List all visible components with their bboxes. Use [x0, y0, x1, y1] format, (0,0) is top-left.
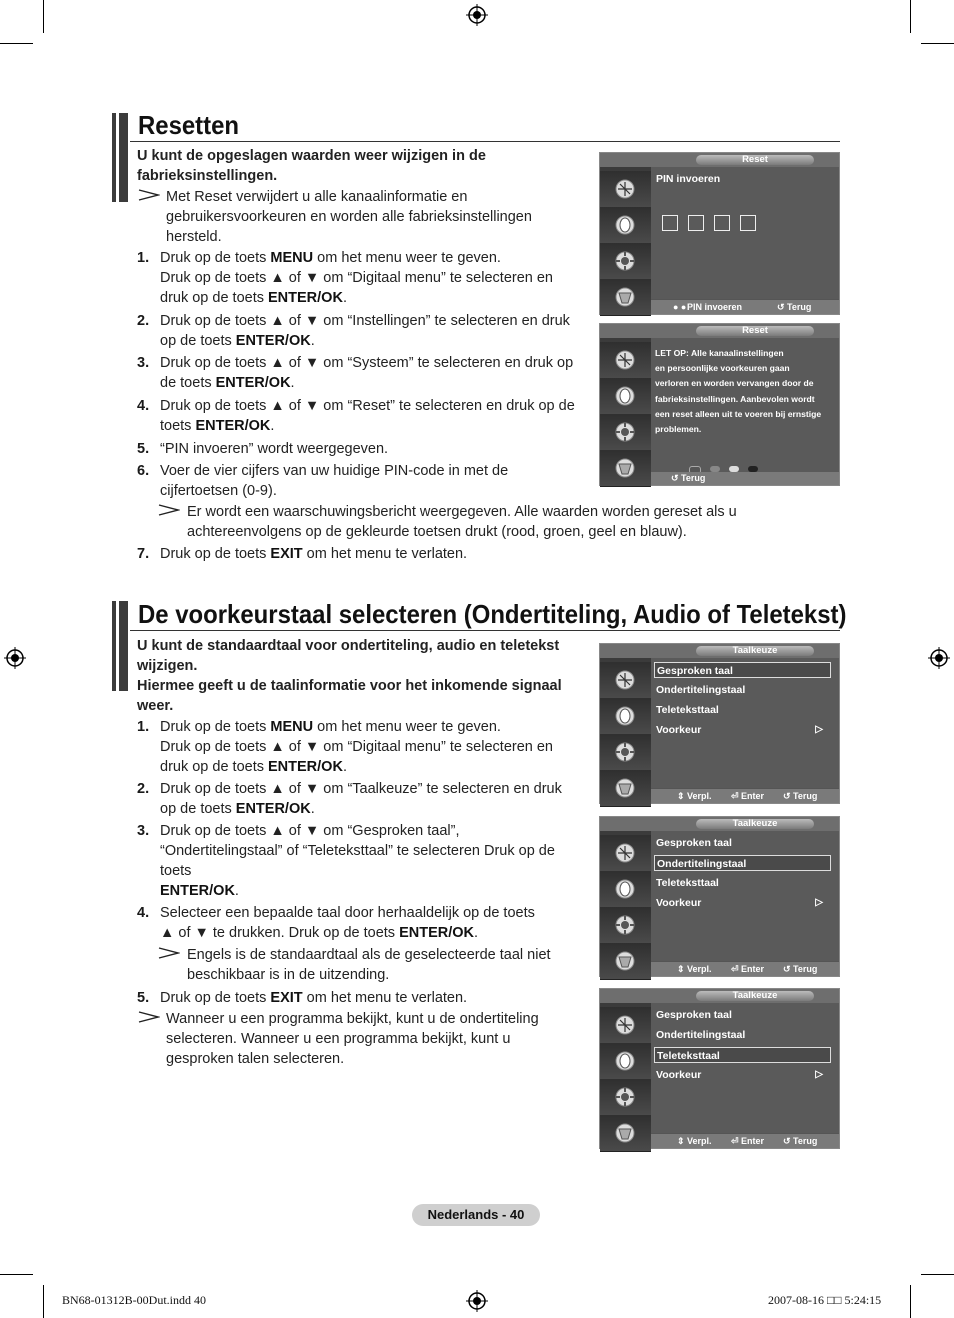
- channel-icon: [600, 734, 651, 771]
- channel-icon: [600, 907, 651, 944]
- return-icon: ↺: [777, 302, 785, 312]
- picture-icon: [600, 662, 651, 699]
- step-number: 5.: [137, 990, 150, 1006]
- osd-sidebar: [600, 1003, 651, 1147]
- step-number: 2.: [137, 781, 150, 797]
- pin-digit-box[interactable]: [662, 215, 678, 231]
- crop-mark: [43, 0, 44, 33]
- osd-language-screen: [599, 643, 840, 804]
- osd-title: Taalkeuze: [696, 819, 814, 829]
- footer-enter: Enter: [741, 964, 765, 974]
- osd-header: [600, 989, 839, 1003]
- registration-mark-icon: [466, 1290, 488, 1312]
- step-text: “PIN invoeren” wordt weergegeven.: [160, 441, 389, 457]
- sound-icon: [600, 1043, 651, 1080]
- crop-mark: [43, 1285, 44, 1318]
- osd-title: Taalkeuze: [696, 646, 814, 656]
- osd-menu: [651, 1003, 839, 1133]
- menu-item-gesproken-taal[interactable]: [654, 1007, 831, 1023]
- osd-reset-pin-screen: [599, 152, 840, 315]
- osd-footer: [651, 962, 839, 976]
- menu-item-label: Teleteksttaal: [656, 877, 719, 889]
- osd-sidebar: [600, 167, 651, 313]
- return-icon: ↺: [783, 964, 791, 974]
- channel-icon: [600, 243, 651, 280]
- enter-icon: ⏎: [731, 791, 739, 801]
- menu-item-gesproken-taal[interactable]: [654, 662, 831, 678]
- menu-item-voorkeur[interactable]: [654, 895, 831, 911]
- osd-sidebar: [600, 658, 651, 802]
- step-number: 4.: [137, 398, 150, 414]
- menu-item-label: Voorkeur: [656, 724, 702, 736]
- pin-digit-box[interactable]: [714, 215, 730, 231]
- footer-move: Verpl.: [687, 791, 712, 801]
- enter-icon: ⏎: [731, 1136, 739, 1146]
- setup-icon: [600, 450, 651, 487]
- osd-header: [600, 817, 839, 831]
- step-text: Druk op de toets ▲ of ▼ om “Systeem” te selecteren en druk op de toets ENTER/OK.: [160, 355, 574, 391]
- step-text: Druk op de toets ▲ of ▼ om “Instellingen” te selecteren en druk op de toets ENTER/OK.: [160, 313, 570, 349]
- print-file-name: BN68-01312B-00Dut.indd 40: [62, 1293, 206, 1307]
- crop-mark: [921, 1274, 954, 1275]
- footer-move: Verpl.: [687, 964, 712, 974]
- numeric-keys-icon: ● ●: [673, 302, 687, 312]
- osd-menu: [651, 658, 839, 788]
- step-text: Voer de vier cijfers van uw huidige PIN-code in met de cijfertoetsen (0-9).: [160, 463, 509, 499]
- setup-icon: [600, 279, 651, 316]
- menu-item-label: Gesproken taal: [657, 665, 733, 677]
- step-text: Druk op de toets MENU om het menu weer te geven. Druk op de toets ▲ of ▼ om “Digitaal menu” te selecteren en druk op de toets ENTER/OK.: [160, 250, 553, 306]
- footer-move: Verpl.: [687, 1136, 712, 1146]
- step-number: 7.: [137, 546, 150, 562]
- step-text: Druk op de toets ▲ of ▼ om “Gesproken taal”, “Ondertitelingstaal” of “Teleteksttaal” te selecteren Druk op de toets ENTER/OK.: [160, 823, 555, 899]
- up-down-icon: ⇕: [677, 964, 685, 974]
- footer-back: Terug: [681, 473, 706, 483]
- menu-item-voorkeur[interactable]: [654, 1067, 831, 1083]
- osd-title: Taalkeuze: [696, 991, 814, 1001]
- step5-text: Druk op de toets EXIT om het menu te verlaten.: [160, 990, 468, 1006]
- crop-mark: [0, 43, 33, 44]
- step-number: 4.: [137, 905, 150, 921]
- osd-menu: [651, 831, 839, 961]
- section-title-voorkeurstaal: De voorkeurstaal selecteren (Ondertiteling, Audio of Teletekst): [138, 599, 847, 629]
- note-arrow-icon: [138, 189, 160, 201]
- step-text: Druk op de toets ▲ of ▼ om “Reset” te selecteren en druk op de toets ENTER/OK.: [160, 398, 575, 434]
- registration-mark-icon: [466, 4, 488, 26]
- print-date: 2007-08-16 □□ 5:24:15: [768, 1293, 882, 1307]
- menu-item-label: Ondertitelingstaal: [656, 684, 746, 696]
- crop-mark: [0, 1274, 33, 1275]
- submenu-arrow-icon: ▷: [815, 897, 823, 908]
- menu-item-voorkeur[interactable]: [654, 722, 831, 738]
- sound-icon: [600, 698, 651, 735]
- osd-footer: [651, 1134, 839, 1148]
- picture-icon: [600, 1007, 651, 1044]
- step-text: Druk op de toets ▲ of ▼ om “Taalkeuze” te selecteren en druk op de toets ENTER/OK.: [160, 781, 562, 817]
- step-text: Selecteer een bepaalde taal door herhaaldelijk op de toets ▲ of ▼ te drukken. Druk op de toets ENTER/OK.: [160, 905, 535, 941]
- picture-icon: [600, 171, 651, 208]
- footer-back: Terug: [793, 964, 818, 974]
- sound-icon: [600, 871, 651, 908]
- sound-icon: [600, 378, 651, 415]
- menu-item-teleteksttaal[interactable]: [654, 1047, 831, 1063]
- setup-icon: [600, 1115, 651, 1152]
- channel-icon: [600, 1079, 651, 1116]
- menu-item-teleteksttaal[interactable]: [654, 702, 831, 718]
- footer-enter: Enter: [741, 791, 765, 801]
- footer-pin: PIN invoeren: [687, 302, 743, 312]
- menu-item-label: Ondertitelingstaal: [657, 858, 747, 870]
- submenu-arrow-icon: ▷: [815, 1069, 823, 1080]
- setup-icon: [600, 770, 651, 807]
- registration-mark-icon: [4, 647, 26, 669]
- osd-language-screen: [599, 816, 840, 977]
- menu-item-label: Teleteksttaal: [657, 1050, 720, 1062]
- osd-sidebar: [600, 338, 651, 484]
- section1-note: Met Reset verwijdert u alle kanaalinformatie en gebruikersvoorkeuren en worden alle fabrieksinstellingen hersteld.: [166, 189, 532, 245]
- note-arrow-icon: [158, 504, 180, 516]
- section-marker-bar: [112, 601, 128, 691]
- footer-enter: Enter: [741, 1136, 765, 1146]
- step-number: 3.: [137, 355, 150, 371]
- footer-back: Terug: [793, 791, 818, 801]
- page-number-badge: Nederlands - 40: [412, 1204, 540, 1226]
- return-icon: ↺: [783, 791, 791, 801]
- return-icon: ↺: [671, 473, 679, 483]
- step-text: Druk op de toets MENU om het menu weer te geven. Druk op de toets ▲ of ▼ om “Digitaal menu” te selecteren en druk op de toets ENTER/OK.: [160, 719, 553, 775]
- registration-mark-icon: [928, 647, 950, 669]
- section2-intro-text: U kunt de standaardtaal voor ondertiteling, audio en teletekst wijzigen. Hiermee geeft u de taalinformatie voor het inkomende signaal weer.: [137, 638, 562, 714]
- osd-footer: [651, 789, 839, 803]
- warning-message: LET OP: Alle kanaalinstellingen en persoonlijke voorkeuren gaan verloren en worden vervangen door de fabrieksinstellingen. Aanbevolen wordt een reset alleen uit te voeren bij ernstige problemen.: [655, 348, 822, 435]
- step-number: 5.: [137, 441, 150, 457]
- osd-language-screen: [599, 988, 840, 1149]
- sound-icon: [600, 207, 651, 244]
- final-note-text: Wanneer u een programma bekijkt, kunt u de ondertiteling selecteren. Wanneer u een programma bekijkt, kunt u gesproken talen selecteren.: [166, 1011, 539, 1067]
- crop-mark: [910, 1285, 911, 1318]
- setup-icon: [600, 943, 651, 980]
- picture-icon: [600, 835, 651, 872]
- menu-item-label: Gesproken taal: [656, 1009, 732, 1021]
- footer-back: Terug: [793, 1136, 818, 1146]
- step-number: 6.: [137, 463, 150, 479]
- note-arrow-icon: [158, 947, 180, 959]
- enter-icon: ⏎: [731, 964, 739, 974]
- section-rule: [130, 630, 840, 631]
- section-marker-bar: [112, 113, 128, 202]
- menu-item-label: Ondertitelingstaal: [656, 1029, 746, 1041]
- up-down-icon: ⇕: [677, 791, 685, 801]
- osd-title: Reset: [696, 155, 814, 165]
- menu-item-gesproken-taal[interactable]: [654, 835, 831, 851]
- step-number: 1.: [137, 719, 150, 735]
- menu-item-ondertitelingstaal[interactable]: [654, 682, 831, 698]
- crop-mark: [921, 43, 954, 44]
- channel-icon: [600, 414, 651, 451]
- footer-back: Terug: [787, 302, 812, 312]
- pin-digit-box[interactable]: [688, 215, 704, 231]
- step6-note-text: Er wordt een waarschuwingsbericht weergegeven. Alle waarden worden gereset als u achtereenvolgens op de gekleurde toetsen drukt (rood, groen, geel en blauw).: [187, 504, 737, 540]
- section-title-resetten: Resetten: [138, 110, 240, 140]
- step-number: 3.: [137, 823, 150, 839]
- osd-header: [600, 644, 839, 658]
- up-down-icon: ⇕: [677, 1136, 685, 1146]
- osd-title: Reset: [696, 326, 814, 336]
- osd-reset-warning-screen: [599, 323, 840, 486]
- step-number: 1.: [137, 250, 150, 266]
- osd-sidebar: [600, 831, 651, 975]
- note-arrow-icon: [138, 1011, 160, 1023]
- pin-digit-box[interactable]: [740, 215, 756, 231]
- menu-item-ondertitelingstaal[interactable]: [654, 855, 831, 871]
- submenu-arrow-icon: ▷: [815, 724, 823, 735]
- step7-text: Druk op de toets EXIT om het menu te verlaten.: [160, 546, 468, 562]
- return-icon: ↺: [783, 1136, 791, 1146]
- picture-icon: [600, 342, 651, 379]
- step4-note-text: Engels is de standaardtaal als de geselecteerde taal niet beschikbaar is in de uitzending.: [187, 947, 551, 983]
- section1-intro: U kunt de opgeslagen waarden weer wijzigen in de fabrieksinstellingen.: [137, 148, 486, 184]
- menu-item-ondertitelingstaal[interactable]: [654, 1027, 831, 1043]
- menu-item-label: Gesproken taal: [656, 837, 732, 849]
- crop-mark: [910, 0, 911, 33]
- menu-item-teleteksttaal[interactable]: [654, 875, 831, 891]
- pin-label: PIN invoeren: [656, 173, 721, 185]
- menu-item-label: Teleteksttaal: [656, 704, 719, 716]
- menu-item-label: Voorkeur: [656, 1069, 702, 1081]
- section-rule: [130, 141, 840, 142]
- step-number: 2.: [137, 313, 150, 329]
- menu-item-label: Voorkeur: [656, 897, 702, 909]
